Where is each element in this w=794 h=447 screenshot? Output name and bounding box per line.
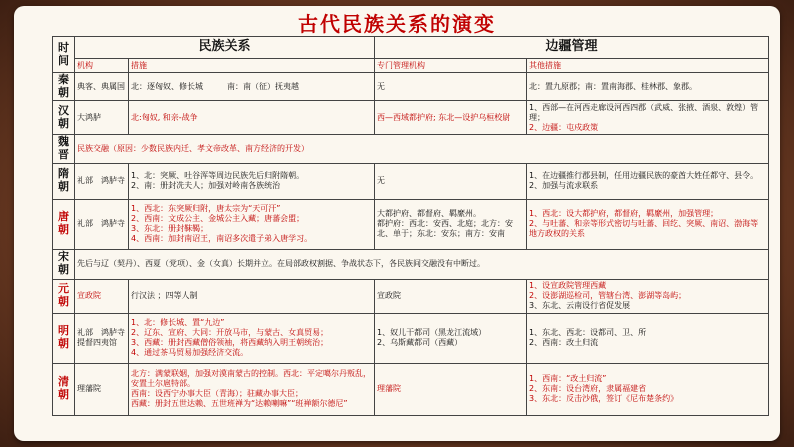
special-institution-header: 专门管理机构 — [375, 59, 527, 73]
other-cell — [527, 363, 769, 415]
special-cell: 无 — [375, 73, 527, 101]
institution-cell: 礼部 鸿胪寺 — [75, 163, 129, 199]
era-cell: 汉朝 — [53, 101, 75, 135]
measures-line: 3、西藏：册封西藏僧俗领袖，将西藏纳入明王朝统治； — [131, 338, 329, 348]
table-row — [53, 199, 769, 249]
header-row-2 — [53, 59, 769, 73]
header-row-1 — [53, 37, 769, 59]
table-row — [53, 135, 769, 163]
special-cell: 西—西域都护府; 东北—设护乌桓校尉 — [375, 101, 527, 135]
institution-cell: 大鸿胪 — [75, 101, 129, 135]
table-row — [53, 163, 769, 199]
other-line: 1、设宣政院管理西藏 — [529, 281, 607, 291]
era-cell: 明朝 — [53, 313, 75, 363]
era-cell: 唐朝 — [53, 199, 75, 249]
time-header: 时间 — [53, 37, 75, 73]
page-title: 古代民族关系的演变 — [298, 12, 496, 36]
other-line: 2、东南：设台湾府，隶属福建省 — [529, 384, 647, 394]
era-cell: 隋朝 — [53, 163, 75, 199]
other-line: 1、西北：设大都护府，都督府，羁縻州，加强管理； — [529, 209, 719, 219]
institution-cell: 典客、典属国 — [75, 73, 129, 101]
institution-cell: 理藩院 — [75, 363, 129, 415]
content-card — [14, 6, 780, 441]
measures-header: 措施 — [129, 59, 375, 73]
ethnic-header: 民族关系 — [75, 37, 375, 59]
era-cell: 宋朝 — [53, 249, 75, 279]
measures-line: 北方：满蒙联姻，加强对漠南蒙古的控制。西北：平定噶尔丹叛乱，安置土尔扈特部。 — [131, 369, 371, 389]
era-cell: 元朝 — [53, 279, 75, 313]
institution-cell: 礼部 鸿胪寺 提督四夷馆 — [75, 313, 129, 363]
measures-cell — [129, 363, 375, 415]
other-line: 3、东北、云南设行省促发展 — [529, 301, 631, 311]
table-row — [53, 101, 769, 135]
institution-cell: 宣政院 — [75, 279, 129, 313]
other-cell — [527, 279, 769, 313]
measures-line: 西南：设西宁办事大臣（青海）；驻藏办事大臣； — [131, 389, 303, 399]
special-cell — [375, 199, 527, 249]
table-row — [53, 249, 769, 279]
other-line: 1、西南：“改土归流” — [529, 374, 607, 384]
other-line: 2、西南：改土归流 — [529, 338, 599, 348]
special-cell: 无 — [375, 163, 527, 199]
table-row — [53, 313, 769, 363]
comparison-table — [52, 36, 769, 416]
measures-cell: 行汉法 ；四等人制 — [129, 279, 375, 313]
full-row-cell: 民族交融（原因：少数民族内迁、孝文帝改革、南方经济的开发） — [75, 135, 769, 163]
special-line: 2、乌斯藏都司（西藏） — [377, 338, 463, 348]
measures-line: 3、东北：册封靺鞨； — [131, 224, 209, 234]
measures-line: 4、通过茶马贸易加强经济交流。 — [131, 348, 249, 358]
measures-cell — [129, 199, 375, 249]
full-row-cell: 先后与辽（契丹）、西夏（党项）、金（女真）长期并立。在局部政权割据、争战状态下，各民族间交融没有中断过。 — [75, 249, 769, 279]
other-cell — [527, 199, 769, 249]
era-cell: 清朝 — [53, 363, 75, 415]
special-line: 1、奴儿干都司（黑龙江流域） — [377, 328, 487, 338]
other-line: 2、与吐蕃、和亲等形式密切与吐蕃、回纥、突厥、南诏、渤海等地方政权的关系 — [529, 219, 759, 239]
table-row — [53, 363, 769, 415]
measures-line: 2、辽东、宣府、大同：开放马市，与蒙古、女真贸易； — [131, 328, 329, 338]
other-cell — [527, 101, 769, 135]
table-row — [53, 73, 769, 101]
other-cell — [527, 313, 769, 363]
measures-line: 1、北：突厥、吐谷浑等周边民族先后归附隋朝。 — [131, 171, 305, 181]
measures-line: 2、南：册封冼夫人；加强对岭南各族统治 — [131, 181, 281, 191]
measures-line: 西藏：册封五世达赖、五世班禅为“达赖喇嘛”“班禅额尔德尼” — [131, 399, 348, 409]
special-cell — [375, 313, 527, 363]
special-cell: 理藩院 — [375, 363, 527, 415]
other-line: 2、加强与流求联系 — [529, 181, 599, 191]
other-line: 1、在边疆推行郡县制，任用边疆民族的豪酋大姓任都守、县令。 — [529, 171, 759, 181]
table-row — [53, 279, 769, 313]
institution-header: 机构 — [75, 59, 129, 73]
measures-cell — [129, 313, 375, 363]
other-line: 3、东北：反击沙俄，签订《尼布楚条约》 — [529, 394, 679, 404]
special-cell: 宣政院 — [375, 279, 527, 313]
other-line: 2、设澎湖巡检司，管辖台湾、澎湖等岛屿； — [529, 291, 687, 301]
other-line: 1、西部—在河西走廊设河西四郡（武威、张掖、酒泉、敦煌）管理； — [529, 102, 759, 122]
measures-line: 1、西北：东突厥归附，唐太宗为“天可汗” — [131, 204, 281, 214]
era-cell: 秦朝 — [53, 73, 75, 101]
special-line: 都护府：西北：安西、北庭；北方：安北、单于；东北：安东；南方：安南 — [377, 219, 514, 239]
measures-line: 2、西南：文成公主、金城公主入藏；唐蕃会盟； — [131, 214, 305, 224]
measures-line: 4、西南：加封南诏王，南诏多次遣子弟入唐学习。 — [131, 234, 313, 244]
measures-cell: 北:匈奴, 和亲-战争 — [129, 101, 375, 135]
era-cell: 魏晋 — [53, 135, 75, 163]
measures-cell: 北：逐匈奴、修长城 南：南（征）抚夷越 — [129, 73, 375, 101]
special-line: 大都护府、都督府、羁縻州。 — [377, 209, 482, 219]
other-measures-header: 其他措施 — [527, 59, 769, 73]
other-cell — [527, 163, 769, 199]
other-line: 2、边疆：屯戍政策 — [529, 122, 599, 132]
other-line: 1、东北、西北：设都司、卫、所 — [529, 328, 647, 338]
measures-line: 1、北：修长城、置“九边” — [131, 318, 225, 328]
measures-cell — [129, 163, 375, 199]
institution-cell: 礼部 鸿胪寺 — [75, 199, 129, 249]
frontier-header: 边疆管理 — [375, 37, 769, 59]
other-cell: 北：置九原郡；南：置南海郡、桂林郡、象郡。 — [527, 73, 769, 101]
